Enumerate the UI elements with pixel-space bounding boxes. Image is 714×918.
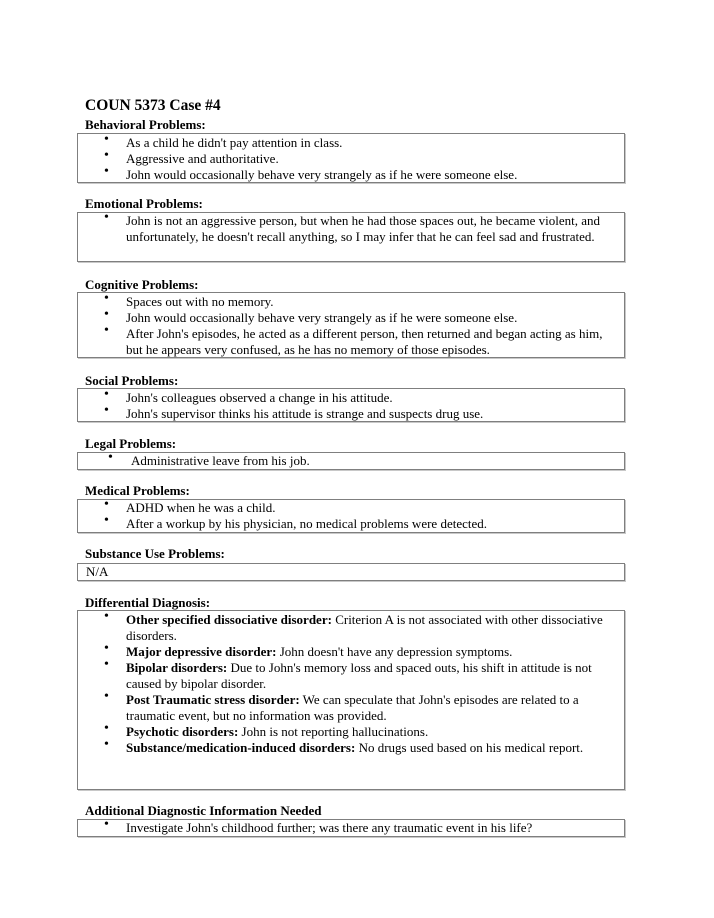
- cognitive-heading: Cognitive Problems:: [85, 277, 199, 292]
- list-item: • Administrative leave from his job.: [78, 453, 624, 469]
- substance-box: [77, 563, 625, 581]
- diagnosis-term: Major depressive disorder:: [126, 644, 277, 659]
- document-title: COUN 5373 Case #4: [85, 97, 221, 114]
- emotional-heading: Emotional Problems:: [85, 196, 203, 211]
- behavioral-box: [77, 133, 625, 183]
- diagnosis-term: Psychotic disorders:: [126, 724, 239, 739]
- diagnosis-text: No drugs used based on his medical report.: [355, 740, 584, 755]
- diagnosis-text: Criterion A is not associated with other dissociative disorders.: [126, 612, 603, 643]
- diagnosis-text: We can speculate that John's episodes are related to a traumatic event, but no information was provided.: [126, 692, 579, 723]
- diagnosis-item: [78, 724, 624, 740]
- diagnosis-text: Due to John's memory loss and spaced outs, his shift in attitude is not caused by bipolar disorder.: [126, 660, 592, 691]
- list-item: • John's colleagues observed a change in his attitude.: [78, 390, 624, 406]
- list-item: • As a child he didn't pay attention in class.: [78, 135, 624, 151]
- diagnosis-text: John is not reporting hallucinations.: [238, 724, 429, 739]
- diagnosis-item: [78, 740, 624, 756]
- substance-value: N/A: [86, 564, 109, 579]
- list-item: • Investigate John's childhood further; was there any traumatic event in his life?: [78, 820, 624, 836]
- diagnosis-term: Other specified dissociative disorder:: [126, 612, 332, 627]
- diagnosis-item: [78, 660, 624, 692]
- medical-heading: Medical Problems:: [85, 483, 190, 498]
- list-item: • Spaces out with no memory.: [78, 294, 624, 310]
- diagnosis-term: Bipolar disorders:: [126, 660, 228, 675]
- legal-box: [77, 452, 625, 470]
- diagnosis-item: [78, 692, 624, 724]
- diagnosis-item: [78, 644, 624, 660]
- list-item: • Aggressive and authoritative.: [78, 151, 624, 167]
- list-item: • John is not an aggressive person, but when he had those spaces out, he became violent, and unfortunately, he doesn't recall anything, so I may infer that he can feel sad and frustrated.: [78, 213, 624, 245]
- medical-box: [77, 499, 625, 533]
- list-item: • After a workup by his physician, no medical problems were detected.: [78, 516, 624, 532]
- substance-heading: Substance Use Problems:: [85, 546, 225, 561]
- diagnosis-item: [78, 612, 624, 644]
- additional-box: [77, 819, 625, 837]
- social-box: [77, 388, 625, 422]
- behavioral-heading: Behavioral Problems:: [85, 117, 206, 132]
- list-item: • John would occasionally behave very strangely as if he were someone else.: [78, 310, 624, 326]
- additional-heading: Additional Diagnostic Information Needed: [85, 803, 322, 818]
- diagnosis-term: Post Traumatic stress disorder:: [126, 692, 300, 707]
- emotional-box: [77, 212, 625, 262]
- diagnosis-term: Substance/medication-induced disorders:: [126, 740, 356, 755]
- cognitive-box: [77, 292, 625, 358]
- list-item: • John's supervisor thinks his attitude is strange and suspects drug use.: [78, 406, 624, 422]
- list-item: • ADHD when he was a child.: [78, 500, 624, 516]
- diagnosis-text: John doesn't have any depression symptoms.: [276, 644, 513, 659]
- social-heading: Social Problems:: [85, 373, 179, 388]
- differential-box: [77, 610, 625, 790]
- list-item: • After John's episodes, he acted as a different person, then returned and began acting as him, but he appears very confused, as he has no memory of those episodes.: [78, 326, 624, 358]
- differential-heading: Differential Diagnosis:: [85, 595, 211, 610]
- list-item: • John would occasionally behave very strangely as if he were someone else.: [78, 167, 624, 183]
- legal-heading: Legal Problems:: [85, 436, 177, 451]
